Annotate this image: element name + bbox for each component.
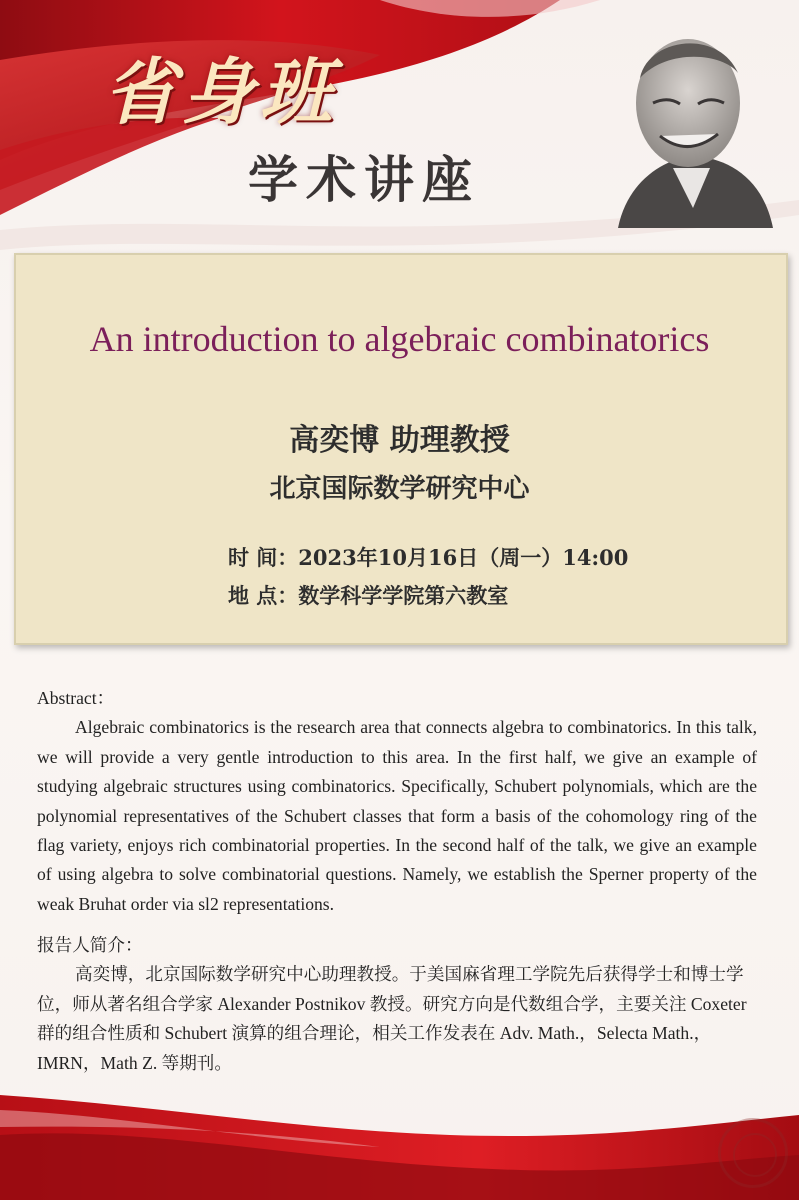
lecture-time: 时 间：2023年10月16日（周一）14:00 xyxy=(228,545,629,570)
talk-title: An introduction to algebraic combinatorics xyxy=(89,319,710,359)
speaker-name: 高奕博 助理教授 xyxy=(289,423,510,458)
portrait-photo xyxy=(598,18,778,228)
seal-inner-ring xyxy=(733,1133,777,1177)
speaker-affiliation: 北京国际数学研究中心 xyxy=(269,474,530,504)
university-seal-icon xyxy=(718,1118,788,1188)
bio-heading: 报告人简介： xyxy=(37,935,143,955)
bio-section xyxy=(37,931,757,1078)
lecture-place: 地 点：数学科学学院第六教室 xyxy=(228,583,509,608)
abstract-text: Algebraic combinatorics is the research area that connects algebra to combinatorics. In this talk, we will provide a very gentle introduction to this area. In the first half, we give an example of studying algebraic structures using combinatorics. Specifically, Schubert polynomials, which are the polynomial representatives of the Schubert classes that form a basis of the cohomology ring of the flag variety, enjoys rich combinatorial properties. In the second half of the talk, we give an example of using algebra to solve combinatorial questions. Namely, we establish the Sperner property of the weak Bruhat order via sl2 representations. xyxy=(37,717,757,914)
bottom-ribbon-decoration xyxy=(0,1085,799,1200)
abstract-section xyxy=(37,684,757,919)
bio-text: 高奕博，北京国际数学研究中心助理教授。于美国麻省理工学院先后获得学士和博士学位，师从著名组合学家 Alexander Postnikov 教授。研究方向是代数组合学，主要关注 Coxeter 群的组合性质和 Schubert 演算的组合理论，相关工作发表在 Adv. Math.，Selecta Math.，IMRN，Math Z. 等期刊。 xyxy=(37,964,747,1073)
calligraphy-title: 省身班 xyxy=(104,49,339,134)
abstract-heading: Abstract： xyxy=(37,688,115,708)
lecture-subtitle: 学术讲座 xyxy=(248,151,480,209)
